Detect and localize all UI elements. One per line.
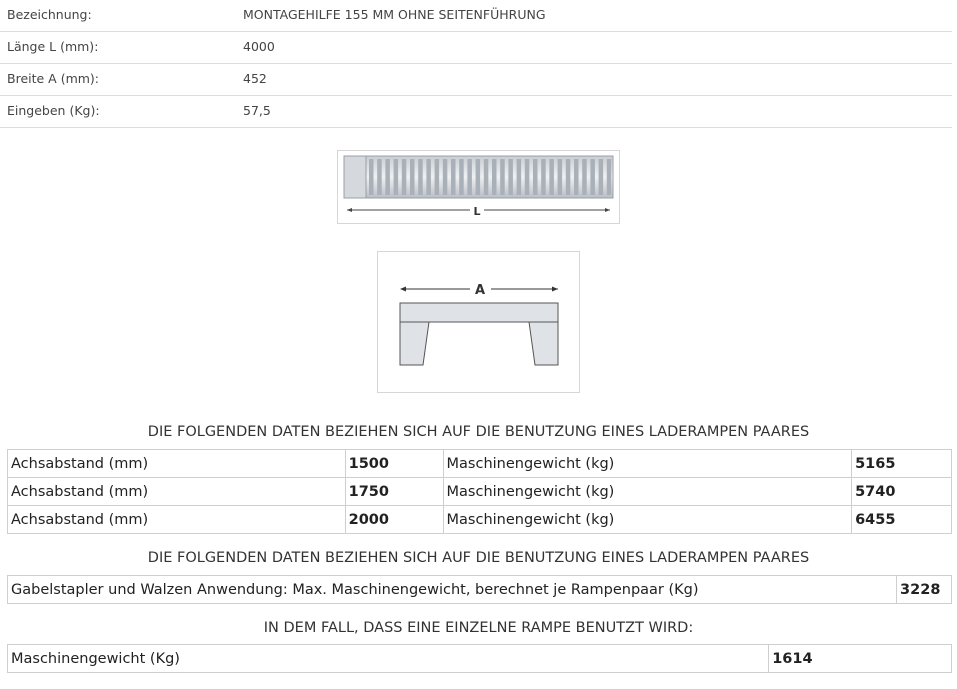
spec-value: 57,5 <box>243 103 271 118</box>
machine-weight-value: 5165 <box>852 450 952 478</box>
ramp-slat <box>451 159 456 195</box>
ramp-slat <box>525 159 530 195</box>
ramp-slat <box>476 159 481 195</box>
ramp-front-view-drawing <box>378 252 579 392</box>
spec-value: MONTAGEHILFE 155 MM OHNE SEITENFÜHRUNG <box>243 7 546 22</box>
ramp-slat <box>394 159 399 195</box>
wheelbase-value: 1750 <box>345 478 443 506</box>
wheelbase-value: 2000 <box>345 506 443 534</box>
single-ramp-label: Maschinengewicht (Kg) <box>8 645 769 673</box>
spec-label: Eingeben (Kg): <box>7 103 100 118</box>
machine-weight-label: Maschinengewicht (kg) <box>443 450 852 478</box>
ramp-slat <box>533 159 538 195</box>
wheelbase-label: Achsabstand (mm) <box>8 506 346 534</box>
wheelbase-label: Achsabstand (mm) <box>8 478 346 506</box>
ramp-top-view-image <box>337 150 620 224</box>
ramp-slat <box>566 159 571 195</box>
single-ramp-table <box>7 644 952 673</box>
machine-weight-label: Maschinengewicht (kg) <box>443 478 852 506</box>
forklift-label: Gabelstapler und Walzen Anwendung: Max. Maschinengewicht, berechnet je Rampenpaar (Kg) <box>8 576 897 604</box>
ramp-slat <box>508 159 513 195</box>
table-row <box>8 506 952 534</box>
section3-heading: IN DEM FALL, DASS EINE EINZELNE RAMPE BENUTZT WIRD: <box>263 620 694 636</box>
spec-row-laenge <box>0 32 952 64</box>
ramp-slat <box>385 159 390 195</box>
spec-label: Bezeichnung: <box>7 7 92 22</box>
ramp-slat <box>590 159 595 195</box>
ramp-slat <box>426 159 431 195</box>
ramp-slat <box>541 159 546 195</box>
table-row <box>8 645 952 673</box>
spec-list <box>0 0 952 128</box>
ramp-slat <box>492 159 497 195</box>
wheelbase-table <box>7 449 952 534</box>
ramp-slat <box>435 159 440 195</box>
ramp-slat <box>418 159 423 195</box>
ramp-slat <box>443 159 448 195</box>
wheelbase-label: Achsabstand (mm) <box>8 450 346 478</box>
forklift-value: 3228 <box>897 576 952 604</box>
spec-label: Länge L (mm): <box>7 39 99 54</box>
spec-row-gewicht <box>0 96 952 128</box>
machine-weight-value: 5740 <box>852 478 952 506</box>
ramp-slat <box>517 159 522 195</box>
wheelbase-value: 1500 <box>345 450 443 478</box>
ramp-slat <box>402 159 407 195</box>
ramp-front-view-image <box>377 251 580 393</box>
spec-row-bezeichnung <box>0 0 952 32</box>
machine-weight-value: 6455 <box>852 506 952 534</box>
ramp-slat <box>558 159 563 195</box>
table-row <box>8 450 952 478</box>
ramp-slat <box>574 159 579 195</box>
ramp-slat <box>582 159 587 195</box>
ramp-slat <box>549 159 554 195</box>
ramp-slat <box>377 159 382 195</box>
machine-weight-label: Maschinengewicht (kg) <box>443 506 852 534</box>
section2-heading: DIE FOLGENDEN DATEN BEZIEHEN SICH AUF DIE BENUTZUNG EINES LADERAMPEN PAARES <box>147 550 810 566</box>
ramp-slat <box>484 159 489 195</box>
ramp-slat <box>500 159 505 195</box>
length-label: L <box>473 205 481 218</box>
ramp-top-view-drawing <box>338 151 619 223</box>
spec-value: 4000 <box>243 39 275 54</box>
width-label: A <box>474 283 486 298</box>
ramp-slat <box>607 159 612 195</box>
spec-value: 452 <box>243 71 267 86</box>
ramp-slat <box>369 159 374 195</box>
table-row <box>8 478 952 506</box>
table-row <box>8 576 952 604</box>
ramp-slat <box>599 159 604 195</box>
single-ramp-value: 1614 <box>769 645 952 673</box>
spec-label: Breite A (mm): <box>7 71 100 86</box>
spec-row-breite <box>0 64 952 96</box>
section1-heading: DIE FOLGENDEN DATEN BEZIEHEN SICH AUF DIE BENUTZUNG EINES LADERAMPEN PAARES <box>147 424 810 440</box>
ramp-slat <box>410 159 415 195</box>
forklift-table <box>7 575 952 604</box>
ramp-slat <box>467 159 472 195</box>
ramp-slat <box>459 159 464 195</box>
